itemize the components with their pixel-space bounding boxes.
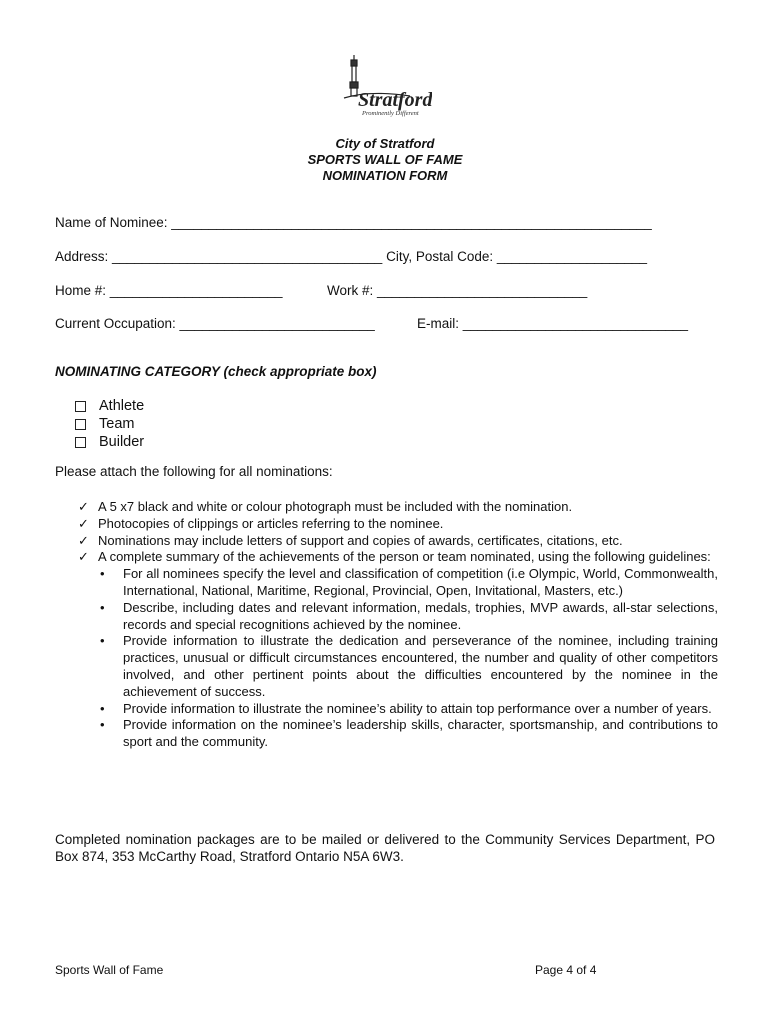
heading-city: City of Stratford xyxy=(335,136,435,151)
list-item xyxy=(98,566,718,600)
submission-instructions: Completed nomination packages are to be mailed or delivered to the Community Services Department, PO Box 874, 353 McCarthy Road, Stratford Ontario N5A 6W3. xyxy=(55,832,715,864)
work-phone-field[interactable]: Work #: ____________________________ xyxy=(327,283,588,298)
page-number: Page 4 of 4 xyxy=(535,963,597,977)
list-item xyxy=(98,633,718,700)
heading-title: SPORTS WALL OF FAME xyxy=(307,152,463,167)
list-item xyxy=(78,499,718,516)
guideline-text: Describe, including dates and relevant information, medals, trophies, MVP awards, all-star selections, records and special recognitions achieved by the nominee. xyxy=(123,599,718,632)
list-item-text: A 5 x7 black and white or colour photograph must be included with the nomination. xyxy=(98,499,573,514)
category-option-athlete[interactable] xyxy=(75,397,144,415)
bullet-icon: • xyxy=(100,717,105,733)
list-item-text: A complete summary of the achievements of the person or team nominated, using the following guidelines: xyxy=(98,549,711,565)
nominee-name-field[interactable]: Name of Nominee: ________________________________________________________________ xyxy=(55,215,652,230)
list-item xyxy=(78,516,718,533)
form-heading xyxy=(0,136,770,184)
logo-wordmark: Stratford xyxy=(358,89,432,111)
category-option-builder[interactable] xyxy=(75,433,144,451)
guideline-text: Provide information on the nominee’s leadership skills, character, sportsmanship, and contributions to sport and the community. xyxy=(123,717,718,750)
guideline-text: Provide information to illustrate the nominee’s ability to attain top performance over a number of years. xyxy=(123,700,712,716)
guideline-text: For all nominees specify the level and classification of competition (i.e Olympic, World, Commonwealth, International, National, Maritime, Regional, Provincial, Open, Invitational, Masters, etc.) xyxy=(123,566,718,598)
checkbox-icon[interactable] xyxy=(75,419,86,430)
guideline-text: Provide information to illustrate the dedication and perseverance of the nominee, including training practices, unusual or difficult circumstances encountered, the number and quality of other competitors involved, and other pertinent points about the difficulties encountered by the nominee in the achievement of success. xyxy=(123,633,718,699)
bullet-icon: • xyxy=(100,599,105,615)
checkmark-icon: ✓ xyxy=(78,515,89,531)
bullet-icon: • xyxy=(100,700,105,716)
list-item-text: Photocopies of clippings or articles referring to the nominee. xyxy=(98,515,444,531)
home-phone-field[interactable]: Home #: _______________________ xyxy=(55,283,283,298)
checkbox-icon[interactable] xyxy=(75,401,86,412)
option-label: Athlete xyxy=(99,398,145,414)
address-field[interactable]: Address: ____________________________________ City, Postal Code: ____________________ xyxy=(55,249,648,264)
footer-title: Sports Wall of Fame xyxy=(55,963,164,977)
bullet-icon: • xyxy=(100,566,105,582)
list-item xyxy=(98,717,718,751)
tower-icon xyxy=(350,55,358,96)
checkbox-icon[interactable] xyxy=(75,437,86,448)
list-item xyxy=(98,701,718,718)
email-field[interactable]: E-mail: ______________________________ xyxy=(417,316,688,331)
occupation-field[interactable]: Current Occupation: __________________________ xyxy=(55,316,375,331)
nominating-category-title: NOMINATING CATEGORY (check appropriate box) xyxy=(55,364,377,379)
category-option-team[interactable] xyxy=(75,415,144,433)
requirements-checklist xyxy=(78,499,718,751)
list-item xyxy=(98,600,718,634)
list-item xyxy=(78,549,718,566)
option-label: Builder xyxy=(99,434,145,450)
option-label: Team xyxy=(99,416,135,432)
list-item-text: Nominations may include letters of support and copies of awards, certificates, citations, etc. xyxy=(98,532,623,548)
logo-tagline: Prominently Different xyxy=(362,110,419,117)
category-options xyxy=(75,397,144,451)
list-item xyxy=(78,533,718,550)
guidelines-list xyxy=(98,566,718,751)
heading-subtitle: NOMINATION FORM xyxy=(322,168,448,183)
stratford-logo xyxy=(340,52,432,122)
bullet-icon: • xyxy=(100,633,105,649)
checkmark-icon: ✓ xyxy=(78,532,89,548)
attach-intro: Please attach the following for all nominations: xyxy=(55,464,333,479)
checkmark-icon: ✓ xyxy=(78,549,89,565)
checkmark-icon: ✓ xyxy=(78,499,89,514)
